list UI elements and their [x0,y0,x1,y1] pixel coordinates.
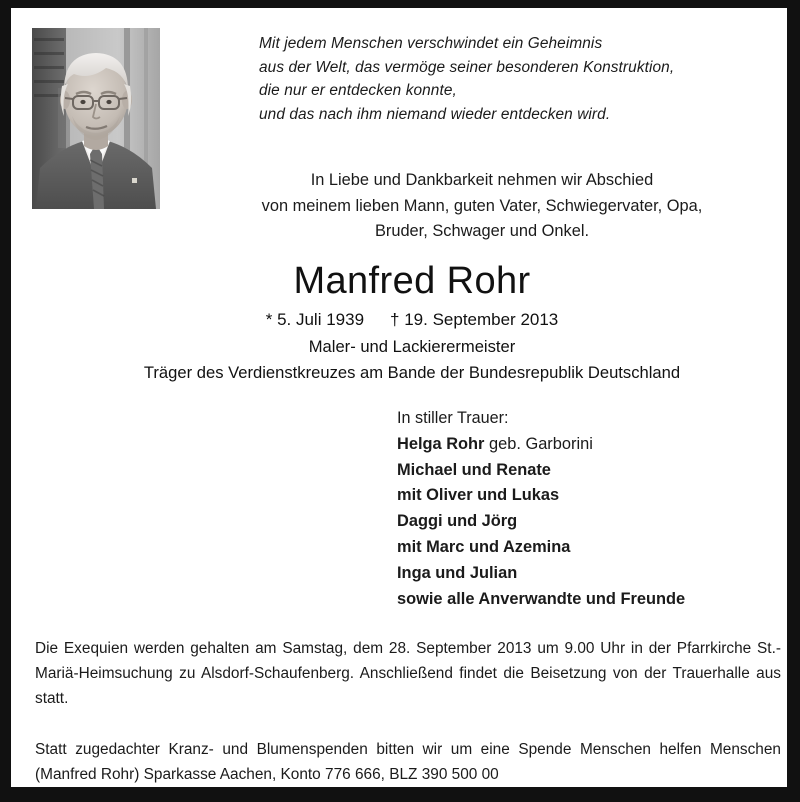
farewell-line-3: Bruder, Schwager und Onkel. [374,222,590,240]
mourner-name-bold: sowie alle Anverwandte und Freunde [397,589,686,608]
mourner-name-regular: geb. Garborini [484,434,593,453]
mourner-entry [397,587,787,613]
bottom-details [35,636,781,787]
profession: Maler- und Lackierermeister [308,337,516,356]
quote-line-4: und das nach ihm niemand wieder entdecken wird. [259,105,611,123]
honour-award: Träger des Verdienstkreuzes am Bande der Bundesrepublik Deutschland [143,363,681,382]
life-dates [51,309,773,331]
mourner-name-bold: mit Marc und Azemina [397,537,571,556]
mourner-entry [397,458,787,484]
deceased-info-block [51,260,773,384]
farewell-line-2: von meinem lieben Mann, guten Vater, Schwiegervater, Opa, [261,196,703,215]
farewell-text [171,168,793,245]
mourner-entry [397,432,787,458]
mourner-name-bold: mit Oliver und Lukas [397,486,560,505]
donation-details: Statt zugedachter Kranz- und Blumenspenden bitten wir um eine Spende Menschen helfen Menschen (Manfred Rohr) Sparkasse Aachen, Konto 776 666, BLZ 390 500 00 [35,740,781,783]
mourner-name-bold: Inga und Julian [397,563,518,582]
notice-inner [11,8,787,787]
memorial-quote [259,32,779,126]
mourner-entry [397,509,787,535]
quote-line-1: Mit jedem Menschen verschwindet ein Geheimnis [259,35,603,52]
quote-line-3: die nur er entdecken konnte, [259,82,457,99]
mourner-name-bold: Helga Rohr [397,434,485,453]
quote-line-2: aus der Welt, das vermöge seiner besonderen Konstruktion, [259,58,675,76]
service-details: Die Exequien werden gehalten am Samstag, dem 28. September 2013 um 9.00 Uhr in der Pfarrkirche St.-Mariä-Heimsuchung zu Alsdorf-Schaufenberg. Anschließend findet die Beisetzung von der Trauerhalle aus statt. [35,640,781,708]
mourner-entry [397,561,787,587]
mourner-entry [397,483,787,509]
mourner-name-bold: Michael und Renate [397,460,551,479]
mourners-intro: In stiller Trauer: [397,409,509,427]
portrait-photo-image [32,28,160,209]
birth-date: * 5. Juli 1939 [265,310,365,329]
death-date: † 19. September 2013 [390,310,559,329]
portrait-photo [32,28,160,209]
mourner-name-bold: Daggi und Jörg [397,512,518,531]
farewell-line-1: In Liebe und Dankbarkeit nehmen wir Abschied [310,171,654,189]
mourners-block [397,406,787,612]
deceased-name: Manfred Rohr [293,260,531,302]
mourner-entry [397,535,787,561]
